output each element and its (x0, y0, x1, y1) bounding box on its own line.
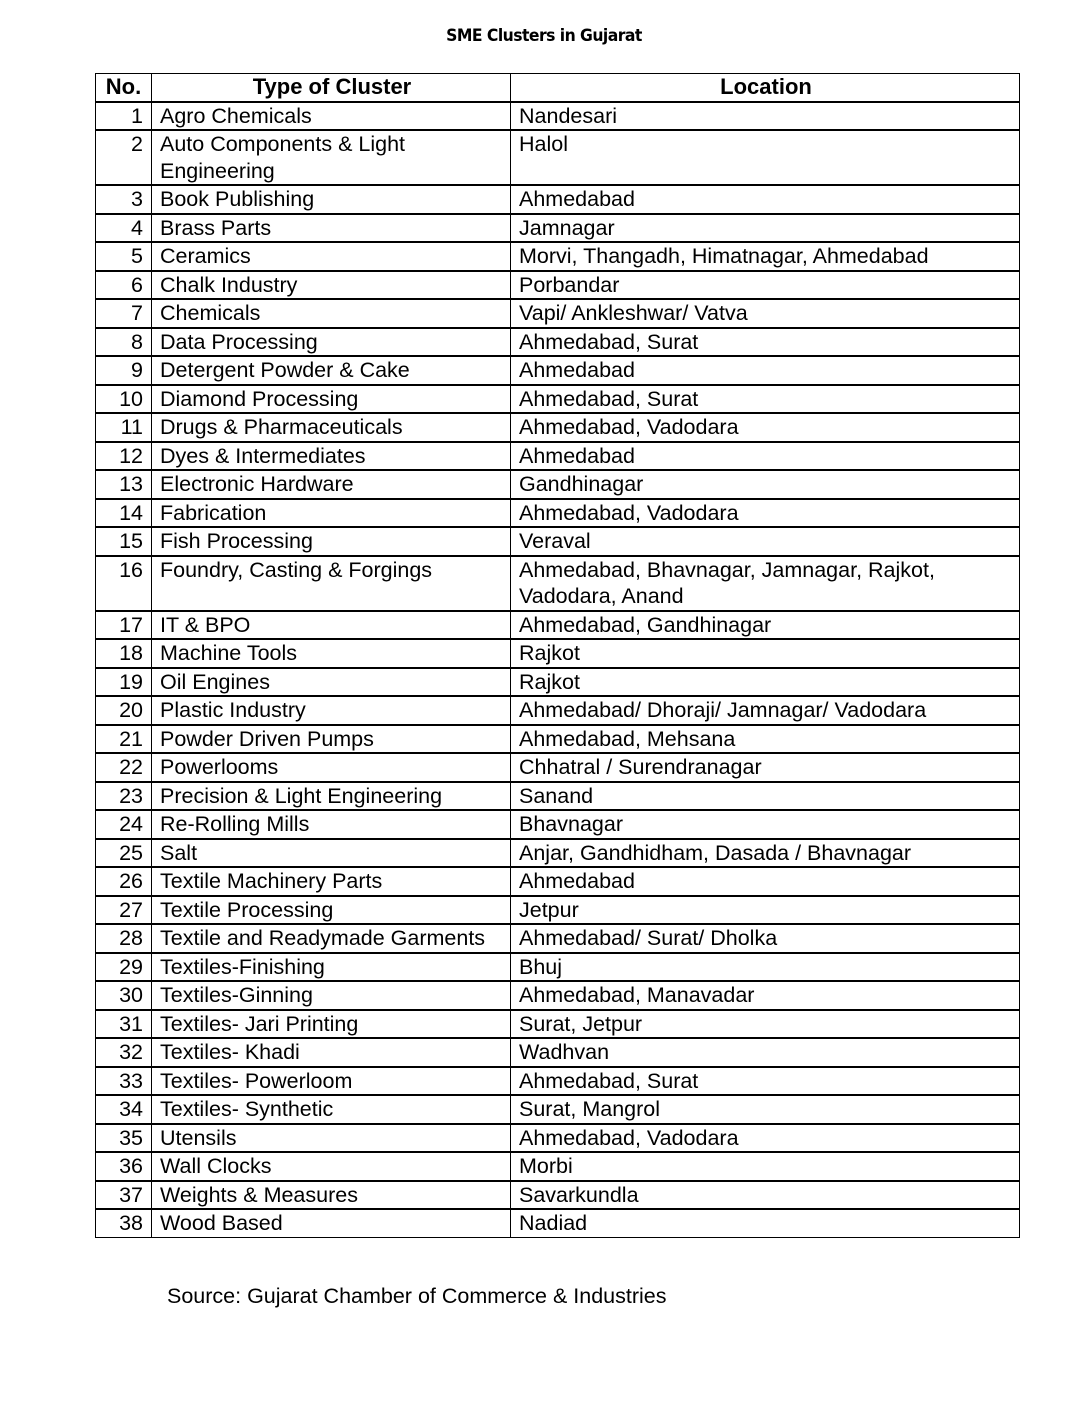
cell-type: Powerlooms (152, 753, 511, 782)
cell-type: Oil Engines (152, 668, 511, 697)
table-row (96, 782, 1020, 811)
cell-type: Drugs & Pharmaceuticals (152, 413, 511, 442)
cell-no: 36 (96, 1152, 152, 1181)
table-row (96, 242, 1020, 271)
cell-location: Jetpur (511, 896, 1020, 925)
cell-no: 1 (96, 102, 152, 131)
cell-type: Powder Driven Pumps (152, 725, 511, 754)
cell-type: Ceramics (152, 242, 511, 271)
table-row (96, 1067, 1020, 1096)
cell-type: Textiles- Powerloom (152, 1067, 511, 1096)
cell-type: Electronic Hardware (152, 470, 511, 499)
cell-location: Savarkundla (511, 1181, 1020, 1210)
table-row (96, 499, 1020, 528)
cell-type: Utensils (152, 1124, 511, 1153)
table-row (96, 527, 1020, 556)
cell-type: Fish Processing (152, 527, 511, 556)
cell-type: Weights & Measures (152, 1181, 511, 1210)
cell-no: 11 (96, 413, 152, 442)
table-row (96, 356, 1020, 385)
cell-location: Ahmedabad (511, 356, 1020, 385)
cell-type: Textile Processing (152, 896, 511, 925)
table-row (96, 556, 1020, 611)
cell-type: Textiles-Finishing (152, 953, 511, 982)
cell-no: 32 (96, 1038, 152, 1067)
cell-no: 29 (96, 953, 152, 982)
table-row (96, 981, 1020, 1010)
table-row (96, 725, 1020, 754)
header-no: No. (96, 74, 152, 102)
cell-location: Anjar, Gandhidham, Dasada / Bhavnagar (511, 839, 1020, 868)
cell-no: 19 (96, 668, 152, 697)
table-row (96, 1152, 1020, 1181)
cell-location: Wadhvan (511, 1038, 1020, 1067)
cell-no: 2 (96, 130, 152, 185)
cell-type: Book Publishing (152, 185, 511, 214)
table-row (96, 953, 1020, 982)
page-title: SME Clusters in Gujarat (446, 26, 642, 46)
cell-location: Chhatral / Surendranagar (511, 753, 1020, 782)
source-note: Source: Gujarat Chamber of Commerce & Industries (167, 1284, 667, 1308)
cell-no: 13 (96, 470, 152, 499)
cell-no: 3 (96, 185, 152, 214)
cell-no: 28 (96, 924, 152, 953)
table-row (96, 1124, 1020, 1153)
clusters-table (95, 73, 1020, 1238)
cell-location: Bhavnagar (511, 810, 1020, 839)
cell-type: Foundry, Casting & Forgings (152, 556, 511, 611)
table-row (96, 102, 1020, 131)
cell-location: Ahmedabad, Surat (511, 385, 1020, 414)
table-row (96, 1038, 1020, 1067)
cell-no: 7 (96, 299, 152, 328)
table-row (96, 639, 1020, 668)
cell-no: 12 (96, 442, 152, 471)
cell-location: Surat, Mangrol (511, 1095, 1020, 1124)
cell-no: 34 (96, 1095, 152, 1124)
cell-no: 20 (96, 696, 152, 725)
cell-location: Ahmedabad, Mehsana (511, 725, 1020, 754)
table-header-row (96, 74, 1020, 102)
table-row (96, 470, 1020, 499)
cell-location: Morbi (511, 1152, 1020, 1181)
cell-no: 15 (96, 527, 152, 556)
table-row (96, 299, 1020, 328)
cell-type: Textiles- Khadi (152, 1038, 511, 1067)
cell-no: 18 (96, 639, 152, 668)
cell-location: Surat, Jetpur (511, 1010, 1020, 1039)
cell-type: Textiles- Synthetic (152, 1095, 511, 1124)
cell-no: 5 (96, 242, 152, 271)
cell-type: Textiles- Jari Printing (152, 1010, 511, 1039)
cell-no: 23 (96, 782, 152, 811)
cell-location: Ahmedabad, Surat (511, 328, 1020, 357)
table-row (96, 1209, 1020, 1237)
table-row (96, 385, 1020, 414)
cell-no: 14 (96, 499, 152, 528)
table-row (96, 1010, 1020, 1039)
table-row (96, 130, 1020, 185)
table-row (96, 696, 1020, 725)
cell-location: Morvi, Thangadh, Himatnagar, Ahmedabad (511, 242, 1020, 271)
cell-type: Salt (152, 839, 511, 868)
table-row (96, 896, 1020, 925)
table-row (96, 413, 1020, 442)
cell-location: Bhuj (511, 953, 1020, 982)
cell-no: 30 (96, 981, 152, 1010)
cell-location: Vapi/ Ankleshwar/ Vatva (511, 299, 1020, 328)
table-row (96, 185, 1020, 214)
table-row (96, 753, 1020, 782)
cell-type: Machine Tools (152, 639, 511, 668)
cell-location: Ahmedabad (511, 185, 1020, 214)
cell-location: Ahmedabad, Vadodara (511, 413, 1020, 442)
cell-type: Dyes & Intermediates (152, 442, 511, 471)
cell-location: Nandesari (511, 102, 1020, 131)
cell-type: Wood Based (152, 1209, 511, 1237)
cell-location: Ahmedabad, Gandhinagar (511, 611, 1020, 640)
cell-type: Precision & Light Engineering (152, 782, 511, 811)
table-row (96, 1095, 1020, 1124)
cell-type: Re-Rolling Mills (152, 810, 511, 839)
cell-type: Diamond Processing (152, 385, 511, 414)
cell-location: Ahmedabad, Bhavnagar, Jamnagar, Rajkot, Vadodara, Anand (511, 556, 1020, 611)
cell-location: Porbandar (511, 271, 1020, 300)
cell-type: Auto Components & Light Engineering (152, 130, 511, 185)
cell-location: Halol (511, 130, 1020, 185)
cell-location: Ahmedabad (511, 867, 1020, 896)
table-row (96, 668, 1020, 697)
cell-no: 24 (96, 810, 152, 839)
cell-no: 22 (96, 753, 152, 782)
cell-type: Textile Machinery Parts (152, 867, 511, 896)
cell-no: 31 (96, 1010, 152, 1039)
cell-no: 17 (96, 611, 152, 640)
cell-location: Rajkot (511, 668, 1020, 697)
cell-no: 8 (96, 328, 152, 357)
cell-no: 27 (96, 896, 152, 925)
cell-location: Ahmedabad, Manavadar (511, 981, 1020, 1010)
cell-no: 25 (96, 839, 152, 868)
cell-no: 21 (96, 725, 152, 754)
cell-no: 37 (96, 1181, 152, 1210)
table-row (96, 442, 1020, 471)
cell-no: 35 (96, 1124, 152, 1153)
cell-location: Gandhinagar (511, 470, 1020, 499)
cell-location: Sanand (511, 782, 1020, 811)
table-row (96, 810, 1020, 839)
cell-no: 38 (96, 1209, 152, 1237)
cell-location: Ahmedabad/ Dhoraji/ Jamnagar/ Vadodara (511, 696, 1020, 725)
header-type: Type of Cluster (152, 74, 511, 102)
cell-no: 10 (96, 385, 152, 414)
table-row (96, 924, 1020, 953)
cell-type: Textiles-Ginning (152, 981, 511, 1010)
cell-no: 9 (96, 356, 152, 385)
cell-type: Brass Parts (152, 214, 511, 243)
cell-location: Ahmedabad (511, 442, 1020, 471)
cell-type: Chemicals (152, 299, 511, 328)
cell-type: Data Processing (152, 328, 511, 357)
cell-type: Agro Chemicals (152, 102, 511, 131)
cell-no: 33 (96, 1067, 152, 1096)
header-location: Location (511, 74, 1020, 102)
table-row (96, 214, 1020, 243)
cell-location: Ahmedabad, Surat (511, 1067, 1020, 1096)
cell-location: Nadiad (511, 1209, 1020, 1237)
cell-type: Plastic Industry (152, 696, 511, 725)
cell-location: Jamnagar (511, 214, 1020, 243)
cell-location: Ahmedabad/ Surat/ Dholka (511, 924, 1020, 953)
cell-type: Textile and Readymade Garments (152, 924, 511, 953)
cell-type: IT & BPO (152, 611, 511, 640)
table-row (96, 867, 1020, 896)
cell-type: Chalk Industry (152, 271, 511, 300)
table-row (96, 328, 1020, 357)
cell-no: 6 (96, 271, 152, 300)
cell-no: 4 (96, 214, 152, 243)
cell-location: Rajkot (511, 639, 1020, 668)
cell-no: 16 (96, 556, 152, 611)
table-row (96, 611, 1020, 640)
cell-location: Ahmedabad, Vadodara (511, 499, 1020, 528)
cell-location: Ahmedabad, Vadodara (511, 1124, 1020, 1153)
table-row (96, 839, 1020, 868)
table-row (96, 271, 1020, 300)
cell-no: 26 (96, 867, 152, 896)
cell-location: Veraval (511, 527, 1020, 556)
cell-type: Wall Clocks (152, 1152, 511, 1181)
cell-type: Fabrication (152, 499, 511, 528)
cell-type: Detergent Powder & Cake (152, 356, 511, 385)
table-row (96, 1181, 1020, 1210)
